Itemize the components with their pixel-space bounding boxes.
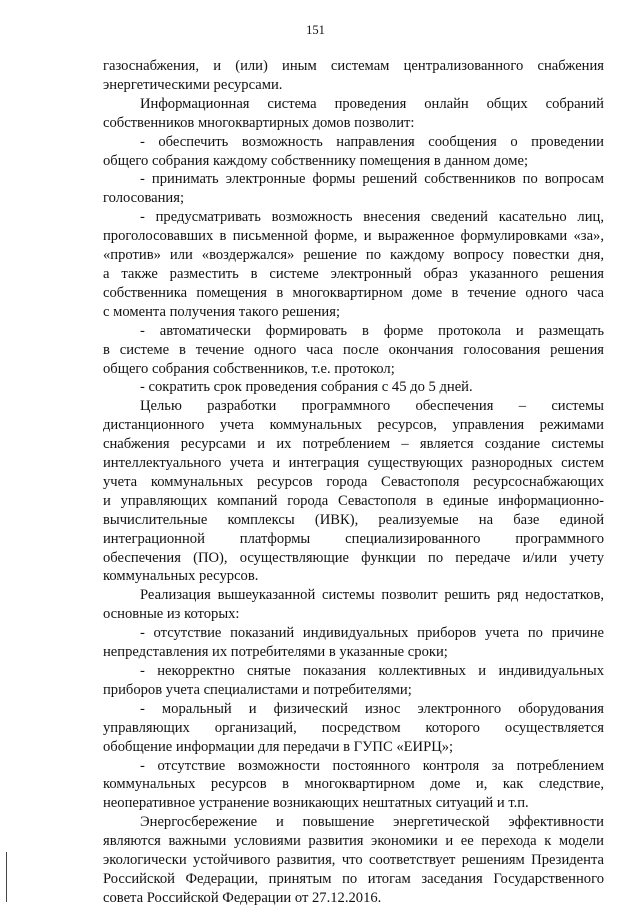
text-line: приборов учета специалистами и потребителями;: [103, 681, 412, 698]
text-line: коммунальных ресурсов.: [103, 568, 259, 585]
text-line: неоперативное устранение возникающих нештатных ситуаций и т.п.: [103, 795, 529, 812]
text-line: собственника помещения в многоквартирном доме в течение одного часа: [103, 284, 604, 301]
text-line: с момента получения такого решения;: [103, 303, 340, 320]
text-line: - отсутствие возможности постоянного контроля за потреблением: [140, 757, 604, 774]
text-line: голосования;: [103, 190, 185, 207]
page-number: 151: [306, 23, 325, 37]
text-line: вычислительные комплексы (ИВК), реализуемые на базе единой: [103, 511, 604, 528]
text-line: коммунальных ресурсов в многоквартирном доме и, как следствие,: [103, 776, 604, 793]
text-line: дистанционного учета коммунальных ресурсов, управления режимами: [103, 417, 604, 434]
text-line: управляющих организаций, посредством которого осуществляется: [103, 719, 604, 736]
text-line: - обеспечить возможность направления сообщения о проведении: [140, 133, 604, 150]
text-line: экологически устойчивого развития, что соответствует решениям Президента: [103, 852, 604, 869]
text-line: снабжения ресурсами и их потреблением – является создание системы: [103, 436, 604, 453]
text-line: Энергосбережение и повышение энергетической эффективности: [140, 814, 604, 831]
text-line: учета коммунальных ресурсов города Севастополя ресурсоснабжающих: [103, 473, 604, 490]
text-line: интеграционной платформы специализированного программного: [103, 530, 604, 547]
text-line: - автоматически формировать в форме протокола и размещать: [140, 322, 604, 339]
text-line: проголосовавших в письменной форме, и выраженное формулировками «за»,: [103, 228, 604, 245]
text-line: общего собрания каждому собственнику помещения в данном доме;: [103, 152, 529, 169]
text-line: - сократить срок проведения собрания с 45 до 5 дней.: [140, 379, 473, 396]
text-line: энергетическими ресурсами.: [103, 76, 283, 93]
text-line: а также разместить в системе электронный образ указанного решения: [103, 265, 604, 282]
text-line: непредставления их потребителями в указанные сроки;: [103, 644, 448, 661]
text-line: общего собрания собственников, т.е. протокол;: [103, 360, 395, 377]
text-line: Реализация вышеуказанной системы позволит решить ряд недостатков,: [140, 587, 604, 604]
text-line: «против» или «воздержался» решение по каждому вопросу повестки дня,: [103, 247, 604, 264]
text-line: обобщение информации для передачи в ГУПС «ЕИРЦ»;: [103, 738, 454, 755]
text-line: и управляющих компаний города Севастополя в единые информационно-: [103, 492, 604, 509]
margin-line: [6, 852, 7, 902]
document-body: [103, 57, 604, 908]
text-line: обеспечения (ПО), осуществляющие функции по передаче и/или учету: [103, 549, 604, 566]
text-line: - принимать электронные формы решений собственников по вопросам: [140, 171, 604, 188]
text-line: - предусматривать возможность внесения сведений касательно лиц,: [140, 209, 604, 226]
text-line: собственников многоквартирных домов позволит:: [103, 114, 415, 131]
text-line: совета Российской Федерации от 27.12.2016.: [103, 889, 382, 906]
text-line: газоснабжения, и (или) иным системам централизованного снабжения: [103, 58, 604, 74]
text-line: в системе в течение одного часа после окончания голосования решения: [103, 341, 604, 358]
text-line: - отсутствие показаний индивидуальных приборов учета по причине: [140, 625, 604, 642]
text-line: являются важными условиями развития экономики и ее перехода к модели: [103, 833, 604, 850]
text-line: Информационная система проведения онлайн общих собраний: [140, 95, 604, 112]
text-line: - моральный и физический износ электронного оборудования: [140, 700, 604, 717]
text-line: - некорректно снятые показания коллективных и индивидуальных: [140, 663, 604, 679]
text-line: основные из которых:: [103, 606, 240, 623]
text-line: Целью разработки программного обеспечения – системы: [140, 398, 604, 415]
text-line: Российской Федерации, принятым по итогам заседания Государственного: [103, 870, 604, 887]
text-line: интеллектуального учета и интеграция существующих разнородных систем: [103, 455, 604, 472]
